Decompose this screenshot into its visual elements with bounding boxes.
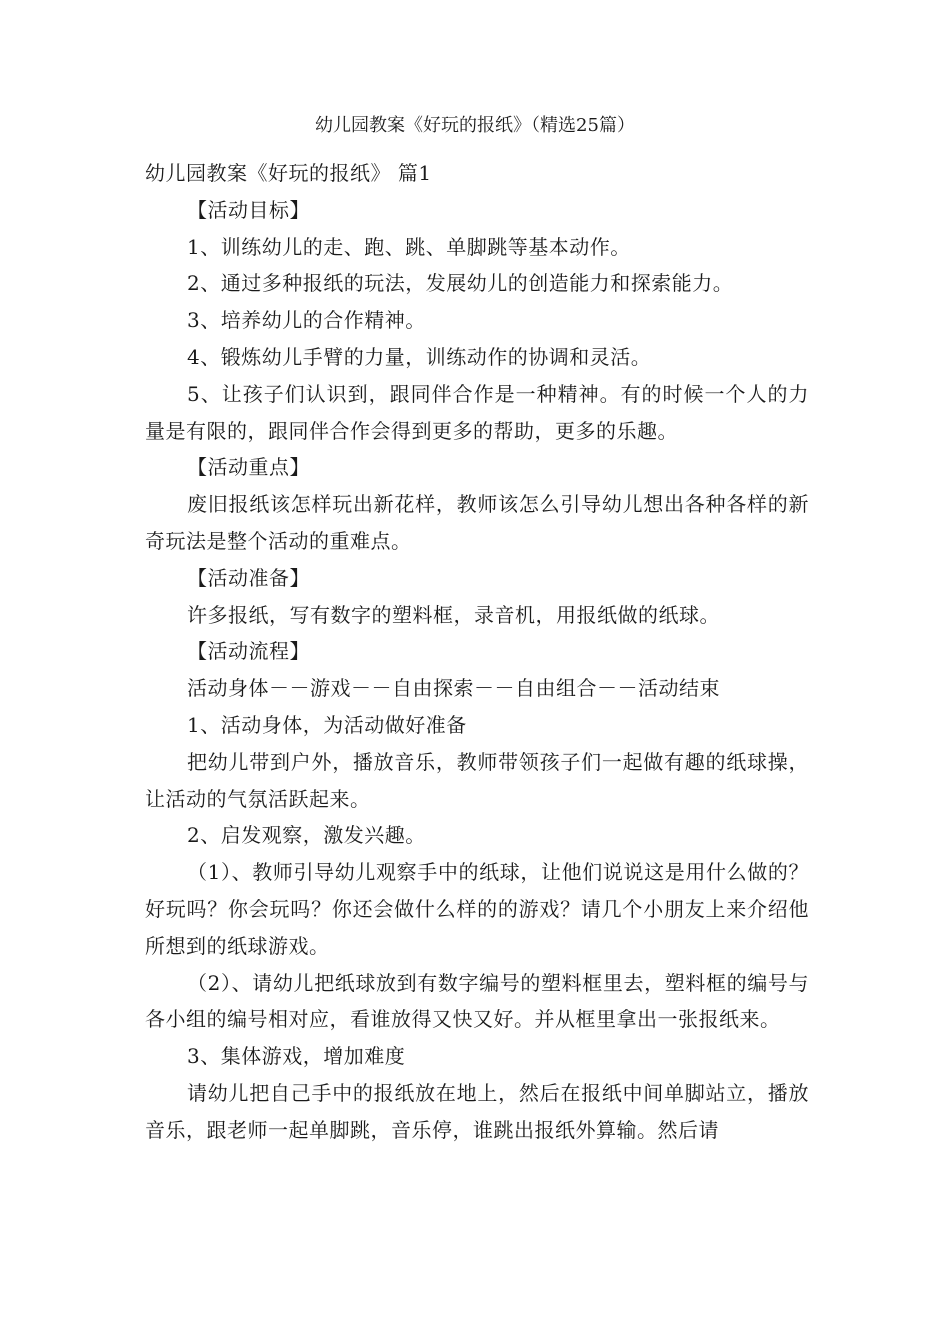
paragraph: 废旧报纸该怎样玩出新花样，教师该怎么引导幼儿想出各种各样的新奇玩法是整个活动的重难点。 bbox=[145, 492, 809, 553]
document-title: 幼儿园教案《好玩的报纸》（精选25篇） bbox=[315, 115, 635, 136]
paragraph: 1、活动身体，为活动做好准备 bbox=[187, 712, 467, 737]
heading-activity-focus: 【活动重点】 bbox=[187, 455, 310, 480]
heading-activity-preparation: 【活动准备】 bbox=[187, 565, 310, 590]
paragraph: 3、培养幼儿的合作精神。 bbox=[187, 308, 426, 333]
paragraph: 把幼儿带到户外，播放音乐，教师带领孩子们一起做有趣的纸球操，让活动的气氛活跃起来。 bbox=[145, 749, 809, 811]
paragraph: 2、通过多种报纸的玩法，发展幼儿的创造能力和探索能力。 bbox=[187, 271, 734, 296]
paragraph: （2）、请幼儿把纸球放到有数字编号的塑料框里去，塑料框的编号与各小组的编号相对应，看谁放得又快又好。并从框里拿出一张报纸来。 bbox=[145, 970, 809, 1032]
paragraph: 4、锻炼幼儿手臂的力量，训练动作的协调和灵活。 bbox=[187, 344, 652, 369]
heading-activity-process: 【活动流程】 bbox=[187, 639, 310, 664]
paragraph: 活动身体－－游戏－－自由探索－－自由组合－－活动结束 bbox=[187, 676, 720, 701]
heading-activity-goals: 【活动目标】 bbox=[187, 197, 310, 222]
paragraph: 2、启发观察，激发兴趣。 bbox=[187, 823, 426, 848]
paragraph: 5、让孩子们认识到，跟同伴合作是一种精神。有的时候一个人的力量是有限的，跟同伴合作会得到更多的帮助，更多的乐趣。 bbox=[145, 381, 809, 443]
paragraph: 1、训练幼儿的走、跑、跳、单脚跳等基本动作。 bbox=[187, 234, 631, 259]
paragraph: 许多报纸，写有数字的塑料框，录音机，用报纸做的纸球。 bbox=[187, 602, 720, 627]
section-heading: 幼儿园教案《好玩的报纸》 篇1 bbox=[145, 161, 432, 185]
paragraph: 请幼儿把自己手中的报纸放在地上，然后在报纸中间单脚站立，播放音乐，跟老师一起单脚跳，音乐停，谁跳出报纸外算输。然后请 bbox=[145, 1080, 809, 1142]
document-body bbox=[145, 155, 809, 1149]
paragraph: （1）、教师引导幼儿观察手中的纸球，让他们说说这是用什么做的？好玩吗？你会玩吗？你还会做什么样的的游戏？请几个小朋友上来介绍他所想到的纸球游戏。 bbox=[145, 860, 809, 958]
paragraph: 3、集体游戏，增加难度 bbox=[187, 1044, 406, 1069]
